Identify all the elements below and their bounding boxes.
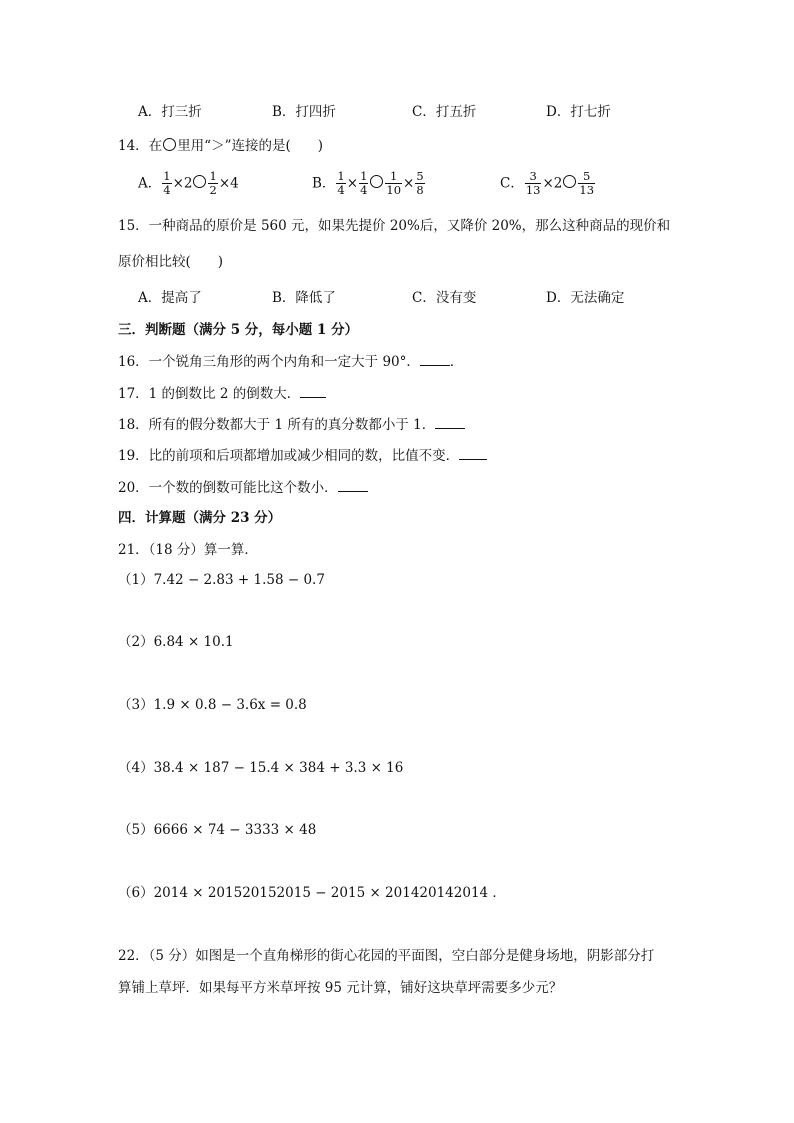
q21-stem: 21．（18 分）算一算． <box>118 542 258 558</box>
q22-line1: 22．（5 分）如图是一个直角梯形的街心花园的平面图，空白部分是健身场地，阴影部分打 <box>118 948 655 964</box>
q21-item-1: （1）7.42 − 2.83 + 1.58 − 0.7 <box>118 572 325 588</box>
expr-text: ×2 <box>542 175 563 192</box>
expr-text: ×4 <box>218 175 239 192</box>
q21-item-4: （4）38.4 × 187 − 15.4 × 384 + 3.3 × 16 <box>118 760 404 776</box>
q15-line2: 原价相比较( ) <box>118 254 224 270</box>
q21-item-2: （2）6.84 × 10.1 <box>118 634 234 650</box>
answer-blank <box>420 353 450 366</box>
judge-item-20 <box>118 478 368 498</box>
judge-text: 18．所有的假分数都大于 1 所有的真分数都小于 1． <box>118 417 436 433</box>
circle-icon <box>193 175 206 188</box>
fraction: $\frac{1}{4}$ <box>163 169 171 197</box>
answer-blank <box>338 479 368 492</box>
answer-blank <box>435 416 465 429</box>
q21-item-5: （5）6666 × 74 − 3333 × 48 <box>118 822 317 838</box>
option-label: B． <box>312 175 336 192</box>
q15-line1: 15．一种商品的原价是 560 元，如果先提价 20%后，又降价 20%，那么这种商品的现价和 <box>118 218 671 234</box>
q13-option-c: C．打五折 <box>412 104 477 120</box>
judge-item-16 <box>118 352 463 372</box>
fraction: $\frac{1}{4}$ <box>337 169 345 197</box>
q15-option-c: C．没有变 <box>412 290 477 306</box>
q14-stem <box>118 136 323 156</box>
fraction: $\frac{1}{10}$ <box>386 169 402 197</box>
judge-text: 17．1 的倒数比 2 的倒数大． <box>118 386 301 402</box>
option-label: A． <box>138 175 162 192</box>
q22-line2: 算铺上草坪．如果每平方米草坪按 95 元计算，铺好这块草坪需要多少元？ <box>118 980 563 996</box>
q14-stem-post: 里用“＞”连接的是( ) <box>177 138 324 154</box>
answer-blank <box>300 385 326 398</box>
q14-option-a <box>138 170 239 197</box>
q15-option-a: A．提高了 <box>138 290 202 306</box>
q13-option-b: B．打四折 <box>272 104 336 120</box>
q13-option-d: D．打七折 <box>546 104 611 120</box>
option-label: C． <box>500 175 524 192</box>
fraction: $\frac{1}{4}$ <box>360 169 368 197</box>
judge-text: 20．一个数的倒数可能比这个数小． <box>118 480 338 496</box>
q14-option-c <box>500 170 596 197</box>
expr-text: × <box>346 175 359 192</box>
q14-option-b <box>312 170 426 197</box>
section-4-title: 四．计算题（满分 23 分） <box>118 510 282 526</box>
q13-option-a: A．打三折 <box>138 104 202 120</box>
answer-blank <box>459 447 487 460</box>
judge-item-18 <box>118 415 465 435</box>
judge-text: 19．比的前项和后项都增加或减少相同的数，比值不变． <box>118 448 460 464</box>
expr-text: ×2 <box>172 175 193 192</box>
judge-item-19 <box>118 446 487 466</box>
q15-option-b: B．降低了 <box>272 290 336 306</box>
q21-item-3: （3）1.9 × 0.8 − 3.6x = 0.8 <box>118 697 307 713</box>
judge-item-17 <box>118 384 326 404</box>
circle-icon <box>163 138 176 151</box>
circle-icon <box>563 175 576 188</box>
circle-icon <box>370 175 383 188</box>
fraction: $\frac{3}{13}$ <box>525 169 541 197</box>
q15-option-d: D．无法确定 <box>546 290 625 306</box>
fraction: $\frac{5}{8}$ <box>416 169 424 197</box>
fraction: $\frac{1}{2}$ <box>209 169 217 197</box>
judge-end: ． <box>449 354 464 370</box>
judge-text: 16．一个锐角三角形的两个内角和一定大于 90°． <box>118 354 420 370</box>
section-3-title: 三．判断题（满分 5 分，每小题 1 分） <box>118 322 359 338</box>
q14-stem-pre: 14．在 <box>118 138 163 154</box>
expr-text: × <box>403 175 415 192</box>
q21-item-6: （6）2014 × 201520152015 − 2015 × 201420142014 ． <box>118 885 506 901</box>
fraction: $\frac{5}{13}$ <box>579 169 595 197</box>
